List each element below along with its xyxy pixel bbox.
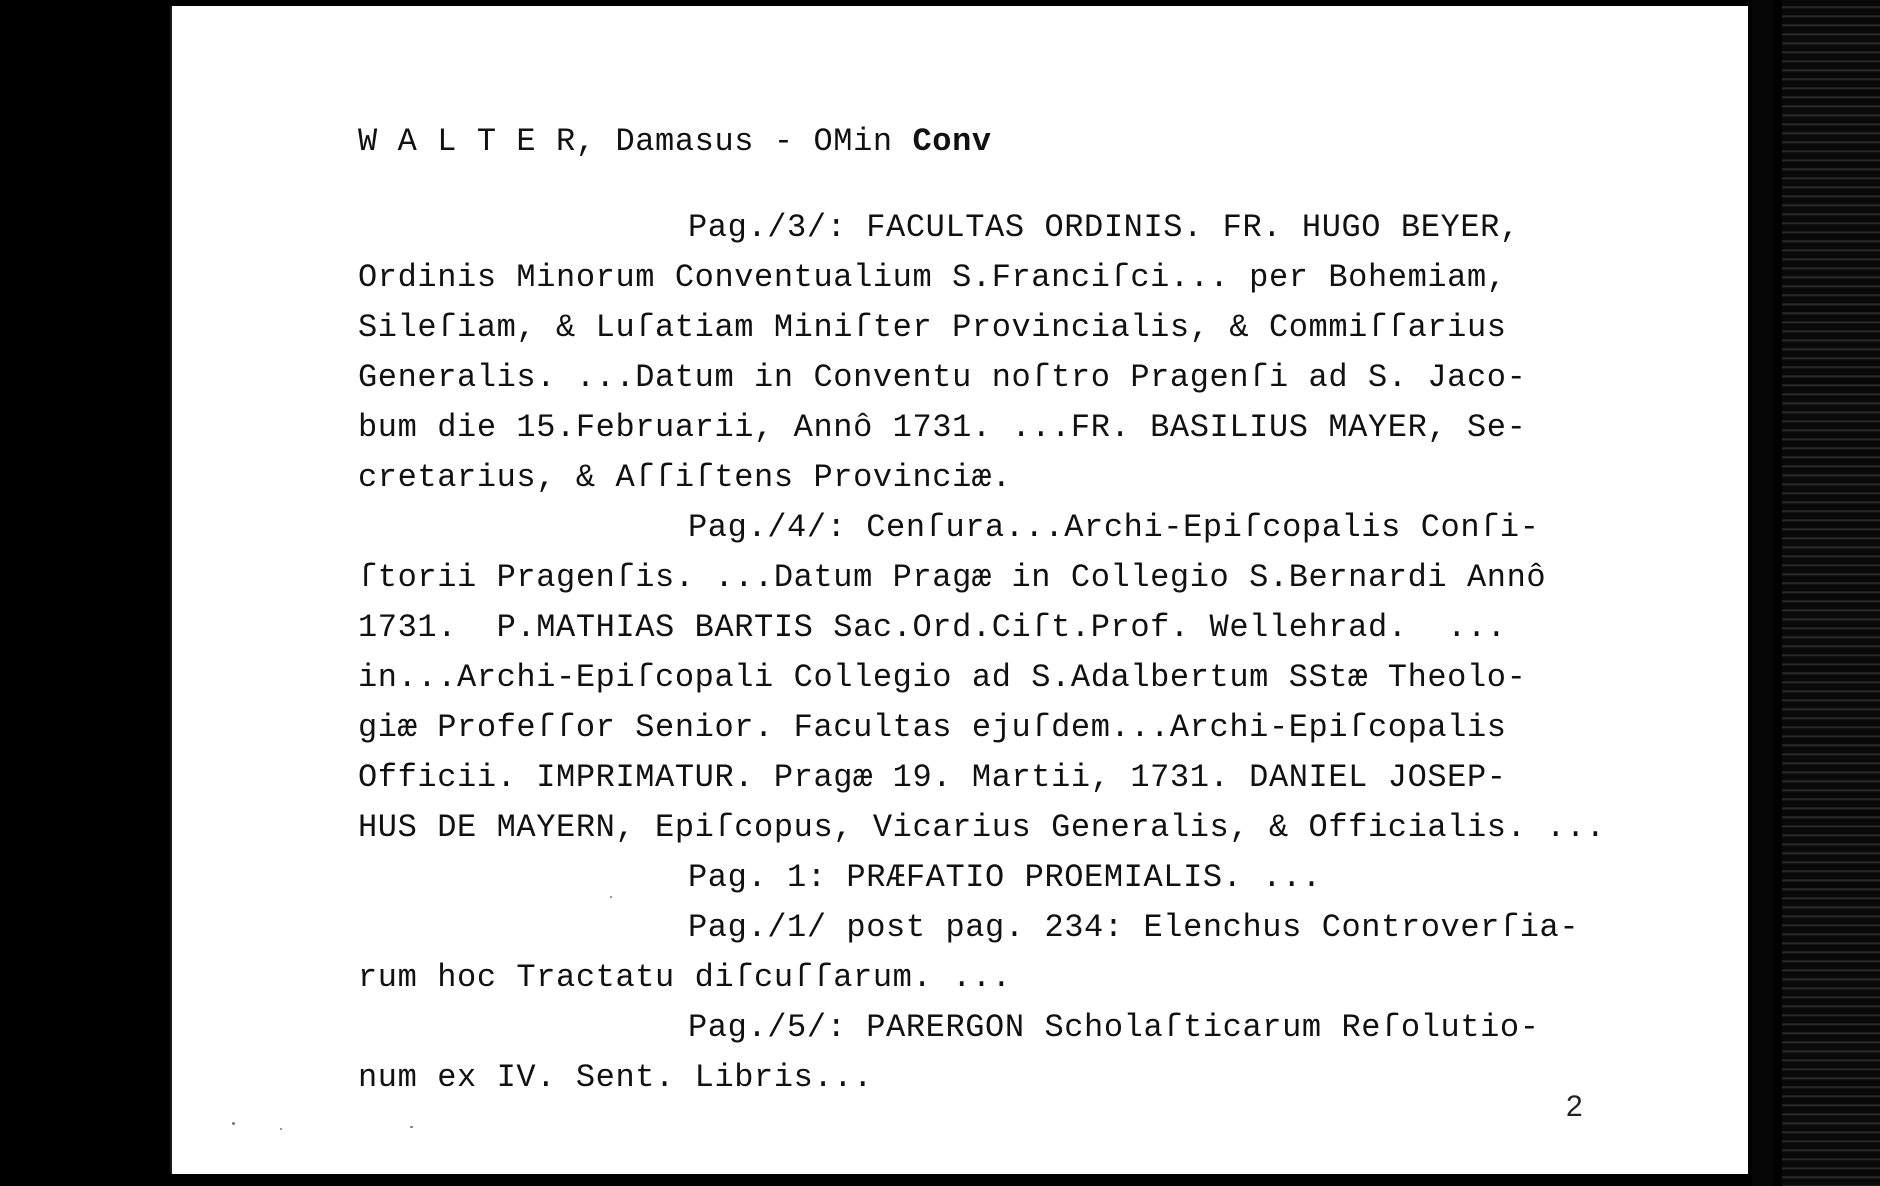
text-line: 1731. P.MATHIAS BARTIS Sac.Ord.Ciſt.Prof. Wellehrad. ... bbox=[358, 609, 1507, 646]
text-line: Pag. 1: PRÆFATIO PROEMIALIS. ... bbox=[688, 859, 1322, 896]
text-line: Pag./3/: FACULTAS ORDINIS. FR. HUGO BEYER, bbox=[688, 209, 1520, 246]
text-line: Officii. IMPRIMATUR. Pragæ 19. Martii, 1731. DANIEL JOSEP- bbox=[358, 759, 1507, 796]
heading-order: OMin bbox=[813, 123, 913, 160]
scan-speck bbox=[410, 1126, 413, 1128]
text-line: bum die 15.Februarii, Annô 1731. ...FR. BASILIUS MAYER, Se- bbox=[358, 409, 1527, 446]
heading-order-bold: Conv bbox=[912, 123, 992, 160]
scan-speck bbox=[280, 1128, 282, 1130]
text-line: in...Archi-Epiſcopali Collegio ad S.Adalbertum SStæ Theolo- bbox=[358, 659, 1527, 696]
scan-edge-dark bbox=[1752, 0, 1774, 1186]
text-line: Sileſiam, & Luſatiam Miniſter Provincialis, & Commiſſarius bbox=[358, 309, 1507, 346]
text-line: Generalis. ...Datum in Conventu noſtro Pragenſi ad S. Jaco- bbox=[358, 359, 1527, 396]
text-line: num ex IV. Sent. Libris... bbox=[358, 1059, 873, 1096]
card-heading bbox=[358, 117, 992, 167]
text-line: Pag./1/ post pag. 234: Elenchus Controverſia- bbox=[688, 909, 1580, 946]
scan-speck bbox=[610, 896, 612, 898]
text-line: Ordinis Minorum Conventualium S.Franciſci... per Bohemiam, bbox=[358, 259, 1507, 296]
heading-name: W A L T E R, Damasus - bbox=[358, 123, 814, 160]
text-line: HUS DE MAYERN, Epiſcopus, Vicarius Generalis, & Officialis. ... bbox=[358, 809, 1606, 846]
scan-speck bbox=[232, 1122, 235, 1125]
scan-edge-strip bbox=[1782, 0, 1880, 1186]
text-line: giæ Profeſſor Senior. Facultas ejuſdem...Archi-Epiſcopalis bbox=[358, 709, 1507, 746]
text-line: rum hoc Tractatu diſcuſſarum. ... bbox=[358, 959, 1012, 996]
page-number: 2 bbox=[1566, 1090, 1583, 1123]
text-line: ſtorii Pragenſis. ...Datum Pragæ in Collegio S.Bernardi Annô bbox=[358, 559, 1547, 596]
text-line: cretarius, & Aſſiſtens Provinciæ. bbox=[358, 459, 1012, 496]
text-line: Pag./5/: PARERGON Scholaſticarum Reſolutio- bbox=[688, 1009, 1540, 1046]
text-line: Pag./4/: Cenſura...Archi-Epiſcopalis Conſi- bbox=[688, 509, 1540, 546]
